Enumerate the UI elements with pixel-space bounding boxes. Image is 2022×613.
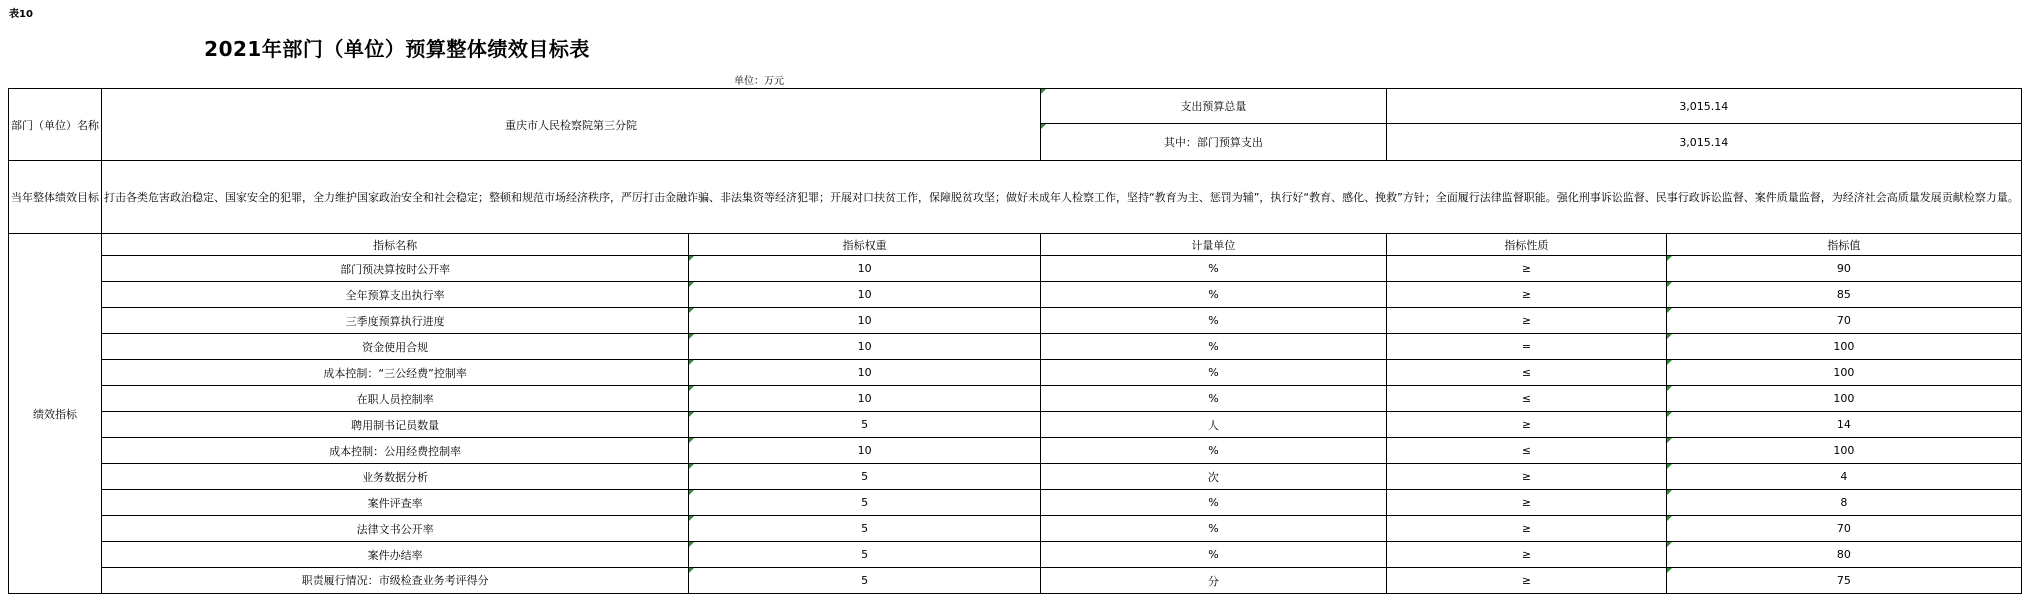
dept-budget-label: 其中：部门预算支出: [1041, 124, 1387, 161]
indicator-unit: %: [1041, 256, 1387, 282]
page-title: 2021年部门（单位）预算整体绩效目标表: [204, 37, 590, 61]
indicator-unit: %: [1041, 308, 1387, 334]
dept-budget-value: 3,015.14: [1386, 124, 2021, 161]
indicator-nature: ≥: [1386, 308, 1666, 334]
indicator-name: 资金使用合规: [102, 334, 689, 360]
table-row: [9, 308, 2022, 334]
indicator-name: 聘用制书记员数量: [102, 412, 689, 438]
indicator-weight: 10: [689, 334, 1041, 360]
indicator-nature: ≥: [1386, 490, 1666, 516]
indicator-name: 成本控制：公用经费控制率: [102, 438, 689, 464]
indicator-name: 全年预算支出执行率: [102, 282, 689, 308]
column-header-value: 指标值: [1667, 234, 2022, 256]
table-row: [9, 568, 2022, 594]
table-row: [9, 282, 2022, 308]
indicator-nature: ≤: [1386, 386, 1666, 412]
indicator-unit: %: [1041, 334, 1387, 360]
indicator-weight: 5: [689, 490, 1041, 516]
indicator-value: 75: [1667, 568, 2022, 594]
indicator-unit: %: [1041, 516, 1387, 542]
table-row: [9, 256, 2022, 282]
indicator-nature: ≥: [1386, 568, 1666, 594]
table-row: [9, 542, 2022, 568]
indicator-name: 在职人员控制率: [102, 386, 689, 412]
annual-goal-label: 当年整体绩效目标: [9, 161, 102, 234]
annual-goal-text: 打击各类危害政治稳定、国家安全的犯罪，全力维护国家政治安全和社会稳定；整顿和规范市场经济秩序，严厉打击金融诈骗、非法集资等经济犯罪；开展对口扶贫工作，保障脱贫攻坚；做好未成年人检察工作，坚持“教育为主、惩罚为辅”，执行好“教育、感化、挽救”方针；全面履行法律监督职能。强化刑事诉讼监督、民事行政诉讼监督、案件质量监督，为经济社会高质量发展贡献检察力量。: [102, 161, 2022, 234]
table-row: [9, 386, 2022, 412]
dept-name-value: 重庆市人民检察院第三分院: [102, 89, 1041, 161]
indicator-value: 80: [1667, 542, 2022, 568]
column-header-weight: 指标权重: [689, 234, 1041, 256]
indicator-name: 案件评查率: [102, 490, 689, 516]
table-row: [9, 412, 2022, 438]
indicator-name: 法律文书公开率: [102, 516, 689, 542]
table-row: [9, 334, 2022, 360]
indicator-value: 100: [1667, 334, 2022, 360]
indicator-value: 14: [1667, 412, 2022, 438]
table-row: [9, 464, 2022, 490]
indicator-unit: %: [1041, 360, 1387, 386]
indicator-unit: %: [1041, 282, 1387, 308]
indicator-name: 案件办结率: [102, 542, 689, 568]
indicator-nature: ≥: [1386, 282, 1666, 308]
total-budget-label: 支出预算总量: [1041, 89, 1387, 124]
unit-label: 单位：万元: [734, 76, 784, 87]
indicator-nature: ≤: [1386, 360, 1666, 386]
indicator-nature: ≥: [1386, 412, 1666, 438]
indicator-nature: =: [1386, 334, 1666, 360]
indicator-weight: 10: [689, 282, 1041, 308]
indicator-weight: 5: [689, 542, 1041, 568]
indicator-weight: 5: [689, 516, 1041, 542]
indicator-value: 100: [1667, 438, 2022, 464]
indicator-value: 100: [1667, 360, 2022, 386]
indicator-unit: %: [1041, 438, 1387, 464]
indicator-unit: %: [1041, 490, 1387, 516]
indicator-unit: 次: [1041, 464, 1387, 490]
column-header-unit: 计量单位: [1041, 234, 1387, 256]
indicator-weight: 10: [689, 438, 1041, 464]
indicator-value: 90: [1667, 256, 2022, 282]
indicator-weight: 5: [689, 464, 1041, 490]
indicator-nature: ≤: [1386, 438, 1666, 464]
indicator-nature: ≥: [1386, 256, 1666, 282]
indicator-value: 8: [1667, 490, 2022, 516]
indicator-value: 70: [1667, 308, 2022, 334]
indicator-name: 部门预决算按时公开率: [102, 256, 689, 282]
performance-goal-table: [8, 88, 2022, 594]
indicator-unit: %: [1041, 386, 1387, 412]
indicator-weight: 10: [689, 256, 1041, 282]
indicator-weight: 10: [689, 308, 1041, 334]
table-number: 表10: [9, 9, 33, 20]
indicator-value: 70: [1667, 516, 2022, 542]
table-row: [9, 360, 2022, 386]
indicator-nature: ≥: [1386, 464, 1666, 490]
indicator-weight: 5: [689, 412, 1041, 438]
indicator-unit: %: [1041, 542, 1387, 568]
table-row: [9, 516, 2022, 542]
indicator-name: 业务数据分析: [102, 464, 689, 490]
table-row: [9, 438, 2022, 464]
table-row: [9, 490, 2022, 516]
indicator-unit: 分: [1041, 568, 1387, 594]
indicator-weight: 10: [689, 386, 1041, 412]
indicator-value: 4: [1667, 464, 2022, 490]
column-header-nature: 指标性质: [1386, 234, 1666, 256]
indicator-weight: 5: [689, 568, 1041, 594]
indicator-nature: ≥: [1386, 516, 1666, 542]
indicator-name: 职责履行情况：市级检查业务考评得分: [102, 568, 689, 594]
indicators-label: 绩效指标: [9, 234, 102, 594]
dept-name-label: 部门（单位）名称: [9, 89, 102, 161]
indicator-nature: ≥: [1386, 542, 1666, 568]
indicator-value: 100: [1667, 386, 2022, 412]
indicator-unit: 人: [1041, 412, 1387, 438]
total-budget-value: 3,015.14: [1386, 89, 2021, 124]
indicator-value: 85: [1667, 282, 2022, 308]
indicator-weight: 10: [689, 360, 1041, 386]
column-header-name: 指标名称: [102, 234, 689, 256]
indicator-name: 成本控制：“三公经费”控制率: [102, 360, 689, 386]
indicator-name: 三季度预算执行进度: [102, 308, 689, 334]
